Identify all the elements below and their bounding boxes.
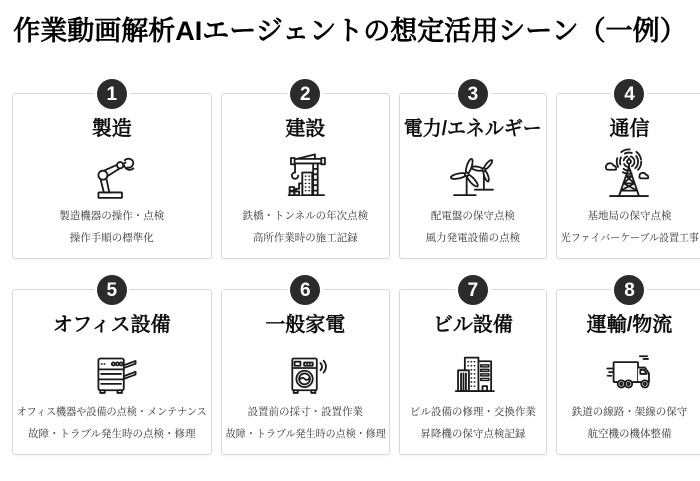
truck-icon xyxy=(600,344,658,402)
card-number: 2 xyxy=(300,83,311,105)
use-case-card xyxy=(221,279,391,455)
card-title: 製造 xyxy=(91,118,132,141)
page-title: 作業動画解析AIエージェントの想定活用シーン（一例） xyxy=(13,16,687,46)
card-number: 3 xyxy=(467,83,479,105)
card-desc-line-1: 鉄橋・トンネルの年次点検 xyxy=(242,210,369,223)
card-title: ビル設備 xyxy=(432,314,513,337)
card-number: 6 xyxy=(300,279,311,301)
card-desc-line-1: 製造機器の操作・点検 xyxy=(59,210,165,223)
use-case-grid xyxy=(0,83,700,455)
card-desc-line-1: 配電盤の保守点検 xyxy=(430,210,515,223)
number-badge xyxy=(94,76,130,112)
use-case-card xyxy=(399,83,547,259)
wind-turbine-icon xyxy=(444,148,502,206)
card-desc-line-2: 風力発電設備の点検 xyxy=(425,231,521,244)
card-desc-line-2: 故障・トラブル発生時の点検・修理 xyxy=(225,427,386,440)
card-description xyxy=(400,206,546,261)
card-number: 4 xyxy=(624,83,635,105)
card-desc-line-1: 設置前の採寸・設置作業 xyxy=(247,406,364,419)
use-case-card xyxy=(221,83,391,259)
number-badge xyxy=(611,76,647,112)
card-description xyxy=(222,206,390,261)
robot-arm-icon xyxy=(83,148,141,206)
number-badge xyxy=(455,272,491,308)
card-number: 8 xyxy=(624,279,635,301)
card-description xyxy=(13,206,211,261)
number-badge xyxy=(611,272,647,308)
card-title: 建設 xyxy=(285,118,326,141)
card-title: 一般家電 xyxy=(265,314,346,337)
number-badge xyxy=(287,272,323,308)
card-desc-line-1: オフィス機器や設備の点検・メンテナンス xyxy=(16,406,207,419)
card-desc-line-2: 航空機の機体整備 xyxy=(587,427,672,440)
card-number: 7 xyxy=(467,279,479,301)
card-number: 5 xyxy=(106,279,118,301)
use-case-card xyxy=(12,83,212,259)
use-case-card xyxy=(556,83,700,259)
card-description xyxy=(13,402,211,457)
card-title: オフィス設備 xyxy=(52,314,171,337)
card-desc-line-1: ビル設備の修理・交換作業 xyxy=(409,406,536,419)
card-title: 通信 xyxy=(609,118,650,141)
card-desc-line-1: 鉄道の線路・架線の保守 xyxy=(571,406,688,419)
use-case-card xyxy=(399,279,547,455)
washing-machine-icon xyxy=(276,344,334,402)
use-case-card xyxy=(12,279,212,455)
card-desc-line-2: 光ファイバーケーブル設置工事 xyxy=(560,231,699,244)
card-description xyxy=(557,402,700,457)
radio-tower-icon xyxy=(600,148,658,206)
card-description xyxy=(400,402,546,457)
card-description xyxy=(557,206,700,261)
card-description xyxy=(222,402,390,457)
number-badge xyxy=(287,76,323,112)
card-number: 1 xyxy=(106,83,118,105)
card-desc-line-2: 昇降機の保守点検記録 xyxy=(420,427,526,440)
crane-icon xyxy=(276,148,334,206)
number-badge xyxy=(455,76,491,112)
card-title: 運輸/物流 xyxy=(586,314,673,337)
card-desc-line-2: 操作手順の標準化 xyxy=(69,231,154,244)
use-case-card xyxy=(556,279,700,455)
building-icon xyxy=(444,344,502,402)
card-desc-line-1: 基地局の保守点検 xyxy=(587,210,672,223)
card-desc-line-2: 故障・トラブル発生時の点検・修理 xyxy=(27,427,196,440)
copier-icon xyxy=(83,344,141,402)
card-desc-line-2: 高所作業時の施工記録 xyxy=(252,231,358,244)
card-title: 電力/エネルギー xyxy=(403,118,542,141)
number-badge xyxy=(94,272,130,308)
